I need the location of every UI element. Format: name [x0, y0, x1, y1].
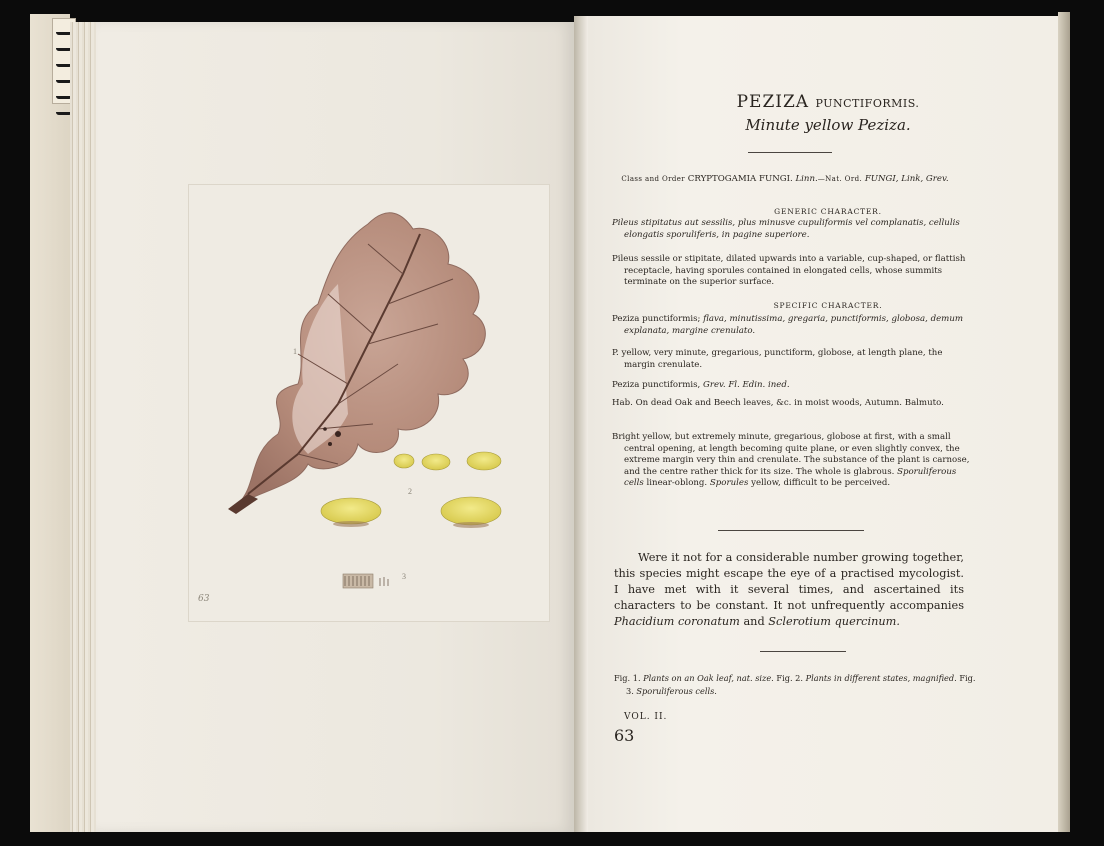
body-and: and — [743, 615, 765, 628]
class-authority: Link, Grev. — [901, 174, 949, 184]
reference-source: Grev. Fl. Edin. ined. — [702, 380, 790, 390]
reference-name: Peziza punctiformis, — [612, 380, 701, 390]
right-page-edge — [1058, 12, 1070, 832]
habitat-label: Hab. — [612, 398, 633, 408]
generic-english: Pileus sessile or stipitate, dilated upwards into a variable, cup-shaped, or flattish receptacle, having sporules contained in elongated cells, whose summits terminate on the superior surface. — [612, 254, 966, 288]
habitat-text: On dead Oak and Beech leaves, &c. in moist woods, Autumn. Balmuto. — [635, 398, 944, 408]
page-subtitle: Minute yellow Peziza. — [745, 116, 911, 134]
title-genus: PEZIZA — [736, 92, 810, 112]
sporuliferous-cells-figure — [343, 574, 388, 588]
figure-captions — [614, 672, 976, 698]
figure-rule — [760, 651, 846, 652]
body-paragraph — [614, 550, 964, 630]
specific-english: P. yellow, very minute, gregarious, punctiform, globose, at length plane, the margin crenulate. — [612, 348, 943, 370]
title-species: PUNCTIFORMIS. — [815, 97, 920, 110]
fig-2-text: Plants in different states, magnified. — [805, 673, 957, 683]
specific-character-heading: SPECIFIC CHARACTER. — [773, 301, 883, 310]
volume-label: VOL. II. — [624, 712, 668, 722]
class-value: CRYPTOGAMIA FUNGI. — [687, 174, 793, 184]
section-rule — [718, 530, 864, 531]
fig-3-label: Fig. 3. — [626, 673, 976, 696]
page-number: 63 — [614, 726, 635, 745]
desc-yellow: yellow, difficult to be perceived. — [751, 478, 891, 489]
figure-label-1: 1 — [293, 347, 297, 356]
page-title — [600, 92, 1056, 112]
figure-label-3: 3 — [402, 572, 406, 581]
desc-linear: linear-oblong. — [646, 478, 708, 489]
oak-leaf-illustration — [188, 184, 548, 620]
class-line — [612, 174, 958, 186]
desc-sporuliferous: Sporuliferous cells — [624, 466, 957, 489]
spine-strip — [30, 14, 70, 832]
plate-number: 63 — [198, 594, 210, 604]
fig-3-text: Sporuliferous cells. — [636, 686, 717, 696]
nat-ord-value: FUNGI, — [864, 174, 899, 184]
title-rule — [748, 152, 832, 153]
oak-leaf — [228, 213, 485, 514]
description — [612, 432, 974, 490]
class-label: Class and Order — [621, 175, 686, 183]
specific-latin-line — [612, 314, 974, 337]
figure-label-2: 2 — [408, 487, 412, 496]
book-gutter — [574, 16, 588, 832]
desc-sporules: Sporules — [709, 478, 749, 489]
nat-ord-label: —Nat. Ord. — [817, 175, 863, 183]
fig-1-label: Fig. 1. — [614, 673, 641, 683]
right-page — [588, 16, 1064, 832]
generic-latin: Pileus stipitatus aut sessilis, plus minusve cupuliformis vel complanatis, cellulis elongatis sporuliferis, in pagine superiore. — [612, 218, 960, 240]
body-species-1: Phacidium coronatum — [614, 615, 740, 628]
habitat-line — [612, 398, 974, 410]
fig-1-text: Plants on an Oak leaf, nat. size. — [643, 673, 774, 683]
generic-character-heading: GENERIC CHARACTER. — [774, 207, 882, 216]
description-text: Bright yellow, but extremely minute, gregarious, globose at first, with a small central opening, at length becoming quite plane, or even slightly convex, the extreme margin very thin and crenulate. The substance of the plant is carnose, and the centre rather thick for its size. The whole is glabrous. — [612, 432, 970, 477]
specific-name: Peziza punctiformis; — [612, 314, 701, 324]
fig-2-label: Fig. 2. — [776, 673, 803, 683]
linn-abbrev: Linn. — [795, 174, 818, 184]
body-text: Were it not for a considerable number growing together, this species might escape the eye of a practised mycologist. I have met with it several times, and ascertained its characters to be constant. It not unfrequently accompanies — [614, 551, 964, 612]
specific-latin: flava, minutissima, gregaria, punctiformis, globosa, demum explanata, margine crenulato. — [624, 314, 964, 336]
body-species-2: Sclerotium quercinum. — [768, 615, 900, 628]
reference-line — [612, 380, 974, 392]
